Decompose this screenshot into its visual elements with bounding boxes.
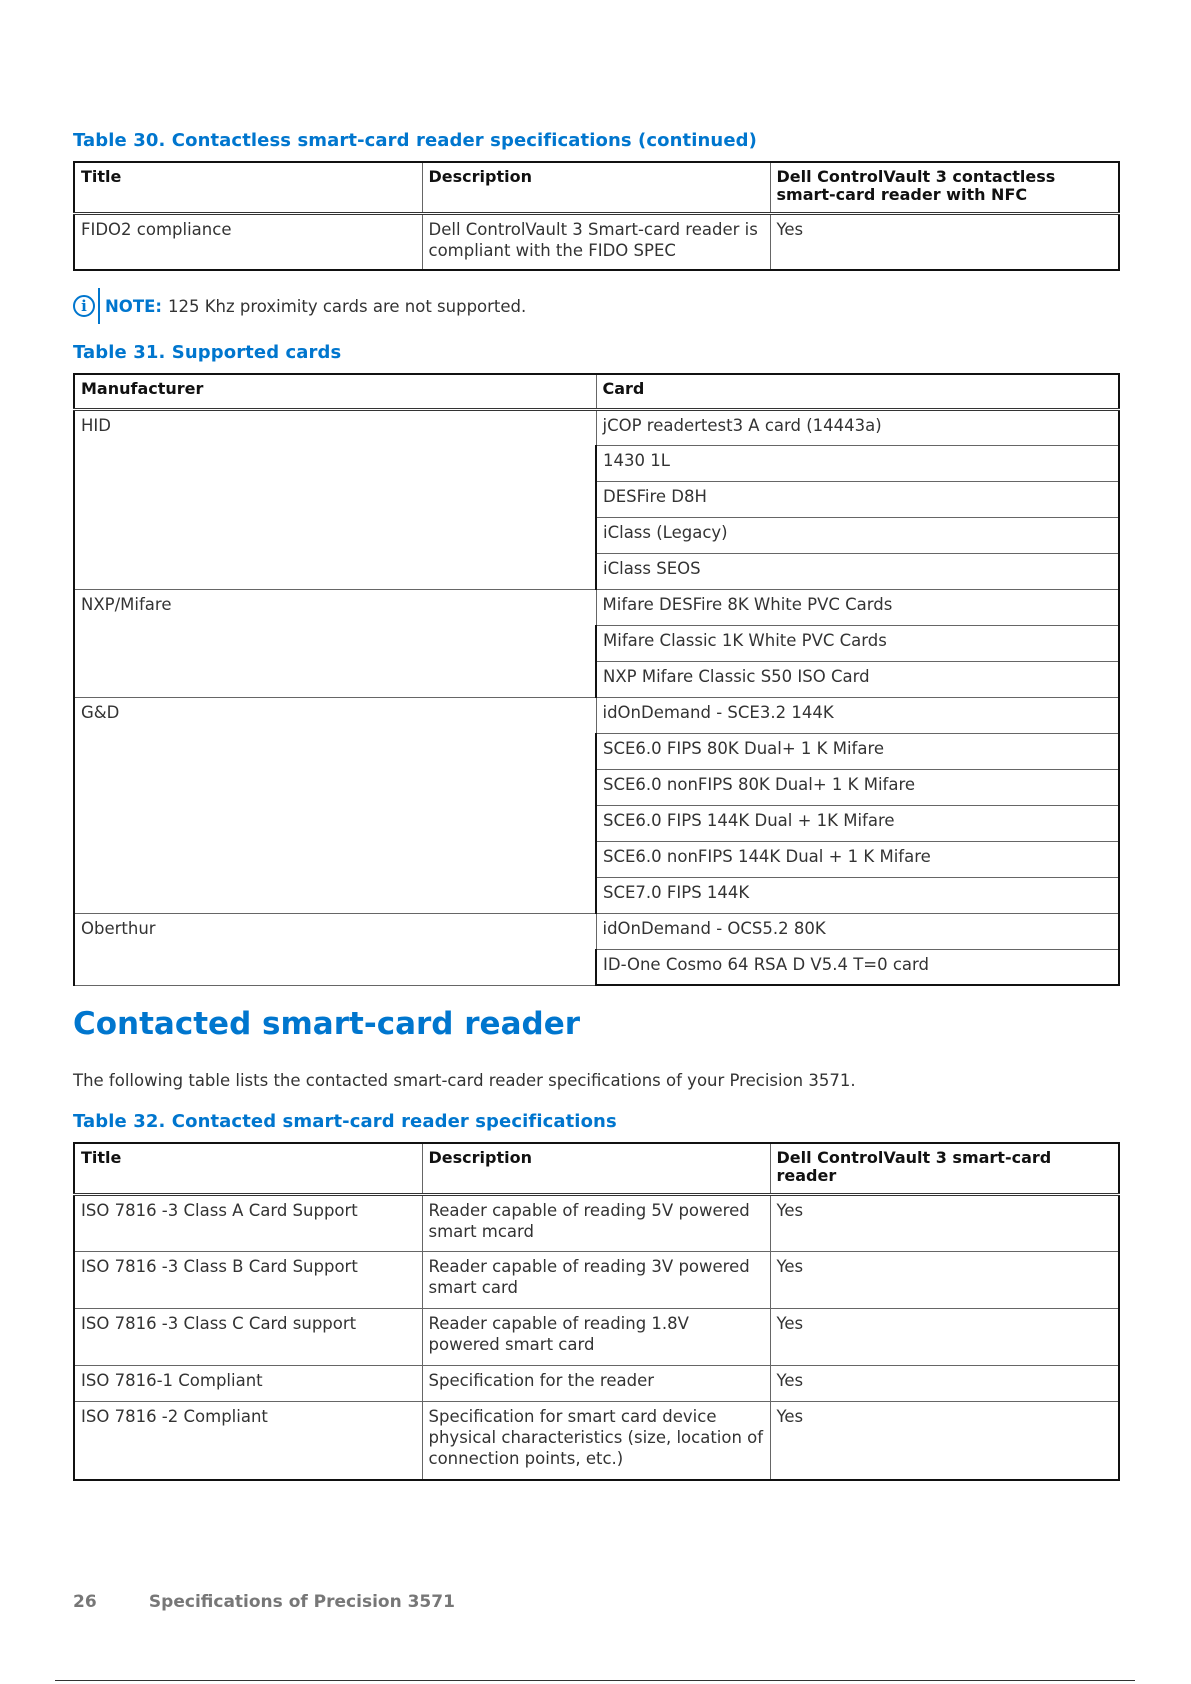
card-cell: SCE6.0 nonFIPS 80K Dual+ 1 K Mifare (596, 769, 1119, 805)
card-cell: idOnDemand - SCE3.2 144K (596, 697, 1119, 733)
table32-cell-title: ISO 7816 -3 Class C Card support (74, 1308, 422, 1365)
table32-cell-description: Specification for the reader (422, 1365, 770, 1401)
table32-cell-description: Specification for smart card device physical characteristics (size, location of connection points, etc.) (422, 1401, 770, 1480)
info-icon: i (73, 295, 95, 317)
card-cell: iClass SEOS (596, 553, 1119, 589)
manufacturer-cell: NXP/Mifare (74, 589, 596, 697)
section-intro: The following table lists the contacted smart-card reader specifications of your Precision 3571. (73, 1071, 856, 1090)
card-cell: 1430 1L (596, 445, 1119, 481)
table-row (74, 1194, 1119, 1251)
note-divider (98, 288, 100, 324)
card-cell: DESFire D8H (596, 481, 1119, 517)
table30-header-row (74, 162, 1119, 213)
table32-cell-value: Yes (770, 1308, 1119, 1365)
note-callout (73, 288, 526, 324)
card-cell: Mifare DESFire 8K White PVC Cards (596, 589, 1119, 625)
manufacturer-cell: HID (74, 409, 596, 589)
table-row (74, 1251, 1119, 1308)
table-row (74, 213, 1119, 270)
table31-header-row (74, 374, 1119, 409)
table31-header-card: Card (596, 374, 1119, 409)
table32-cell-description: Reader capable of reading 5V powered smart mcard (422, 1194, 770, 1251)
table32-cell-value: Yes (770, 1194, 1119, 1251)
table31-header-manufacturer: Manufacturer (74, 374, 596, 409)
note-text: 125 Khz proximity cards are not supported. (167, 296, 527, 316)
table32-caption: Table 32. Contacted smart-card reader specifications (73, 1111, 617, 1132)
table30-cell-value: Yes (770, 213, 1119, 270)
table32-cell-value: Yes (770, 1365, 1119, 1401)
table32-cell-title: ISO 7816 -3 Class B Card Support (74, 1251, 422, 1308)
table30-caption: Table 30. Contactless smart-card reader specifications (continued) (73, 130, 757, 151)
card-cell: jCOP readertest3 A card (14443a) (596, 409, 1119, 445)
table-row (74, 913, 1119, 949)
table32-cell-title: ISO 7816-1 Compliant (74, 1365, 422, 1401)
footer-title: Specifications of Precision 3571 (148, 1592, 455, 1612)
note-label: NOTE: (105, 296, 162, 316)
card-cell: iClass (Legacy) (596, 517, 1119, 553)
card-cell: SCE6.0 nonFIPS 144K Dual + 1 K Mifare (596, 841, 1119, 877)
card-cell: idOnDemand - OCS5.2 80K (596, 913, 1119, 949)
table30-cell-description: Dell ControlVault 3 Smart-card reader is compliant with the FIDO SPEC (422, 213, 770, 270)
page-footer (73, 1592, 455, 1612)
table30-header-reader: Dell ControlVault 3 contactless smart-card reader with NFC (770, 162, 1119, 213)
card-cell: Mifare Classic 1K White PVC Cards (596, 625, 1119, 661)
page-number: 26 (73, 1592, 97, 1612)
table32-cell-title: ISO 7816 -3 Class A Card Support (74, 1194, 422, 1251)
table32-cell-description: Reader capable of reading 3V powered smart card (422, 1251, 770, 1308)
table-row (74, 1401, 1119, 1480)
table32-cell-title: ISO 7816 -2 Compliant (74, 1401, 422, 1480)
table31-caption: Table 31. Supported cards (73, 342, 342, 363)
table-row (74, 1308, 1119, 1365)
table30-header-description: Description (422, 162, 770, 213)
table-row (74, 1365, 1119, 1401)
table32-header-title: Title (74, 1143, 422, 1194)
table32 (73, 1142, 1120, 1481)
table32-cell-value: Yes (770, 1401, 1119, 1480)
card-cell: SCE7.0 FIPS 144K (596, 877, 1119, 913)
table30 (73, 161, 1120, 271)
table-row (74, 409, 1119, 445)
manufacturer-cell: Oberthur (74, 913, 596, 985)
table32-header-reader: Dell ControlVault 3 smart-card reader (770, 1143, 1119, 1194)
footer-divider (55, 1680, 1135, 1681)
table30-cell-title: FIDO2 compliance (74, 213, 422, 270)
table-row (74, 697, 1119, 733)
table32-header-description: Description (422, 1143, 770, 1194)
table32-cell-description: Reader capable of reading 1.8V powered smart card (422, 1308, 770, 1365)
card-cell: NXP Mifare Classic S50 ISO Card (596, 661, 1119, 697)
table31 (73, 373, 1120, 986)
table32-cell-value: Yes (770, 1251, 1119, 1308)
card-cell: SCE6.0 FIPS 144K Dual + 1K Mifare (596, 805, 1119, 841)
section-heading: Contacted smart-card reader (73, 1006, 581, 1042)
card-cell: SCE6.0 FIPS 80K Dual+ 1 K Mifare (596, 733, 1119, 769)
card-cell: ID-One Cosmo 64 RSA D V5.4 T=0 card (596, 949, 1119, 985)
table30-header-title: Title (74, 162, 422, 213)
table32-header-row (74, 1143, 1119, 1194)
manufacturer-cell: G&D (74, 697, 596, 913)
table-row (74, 589, 1119, 625)
